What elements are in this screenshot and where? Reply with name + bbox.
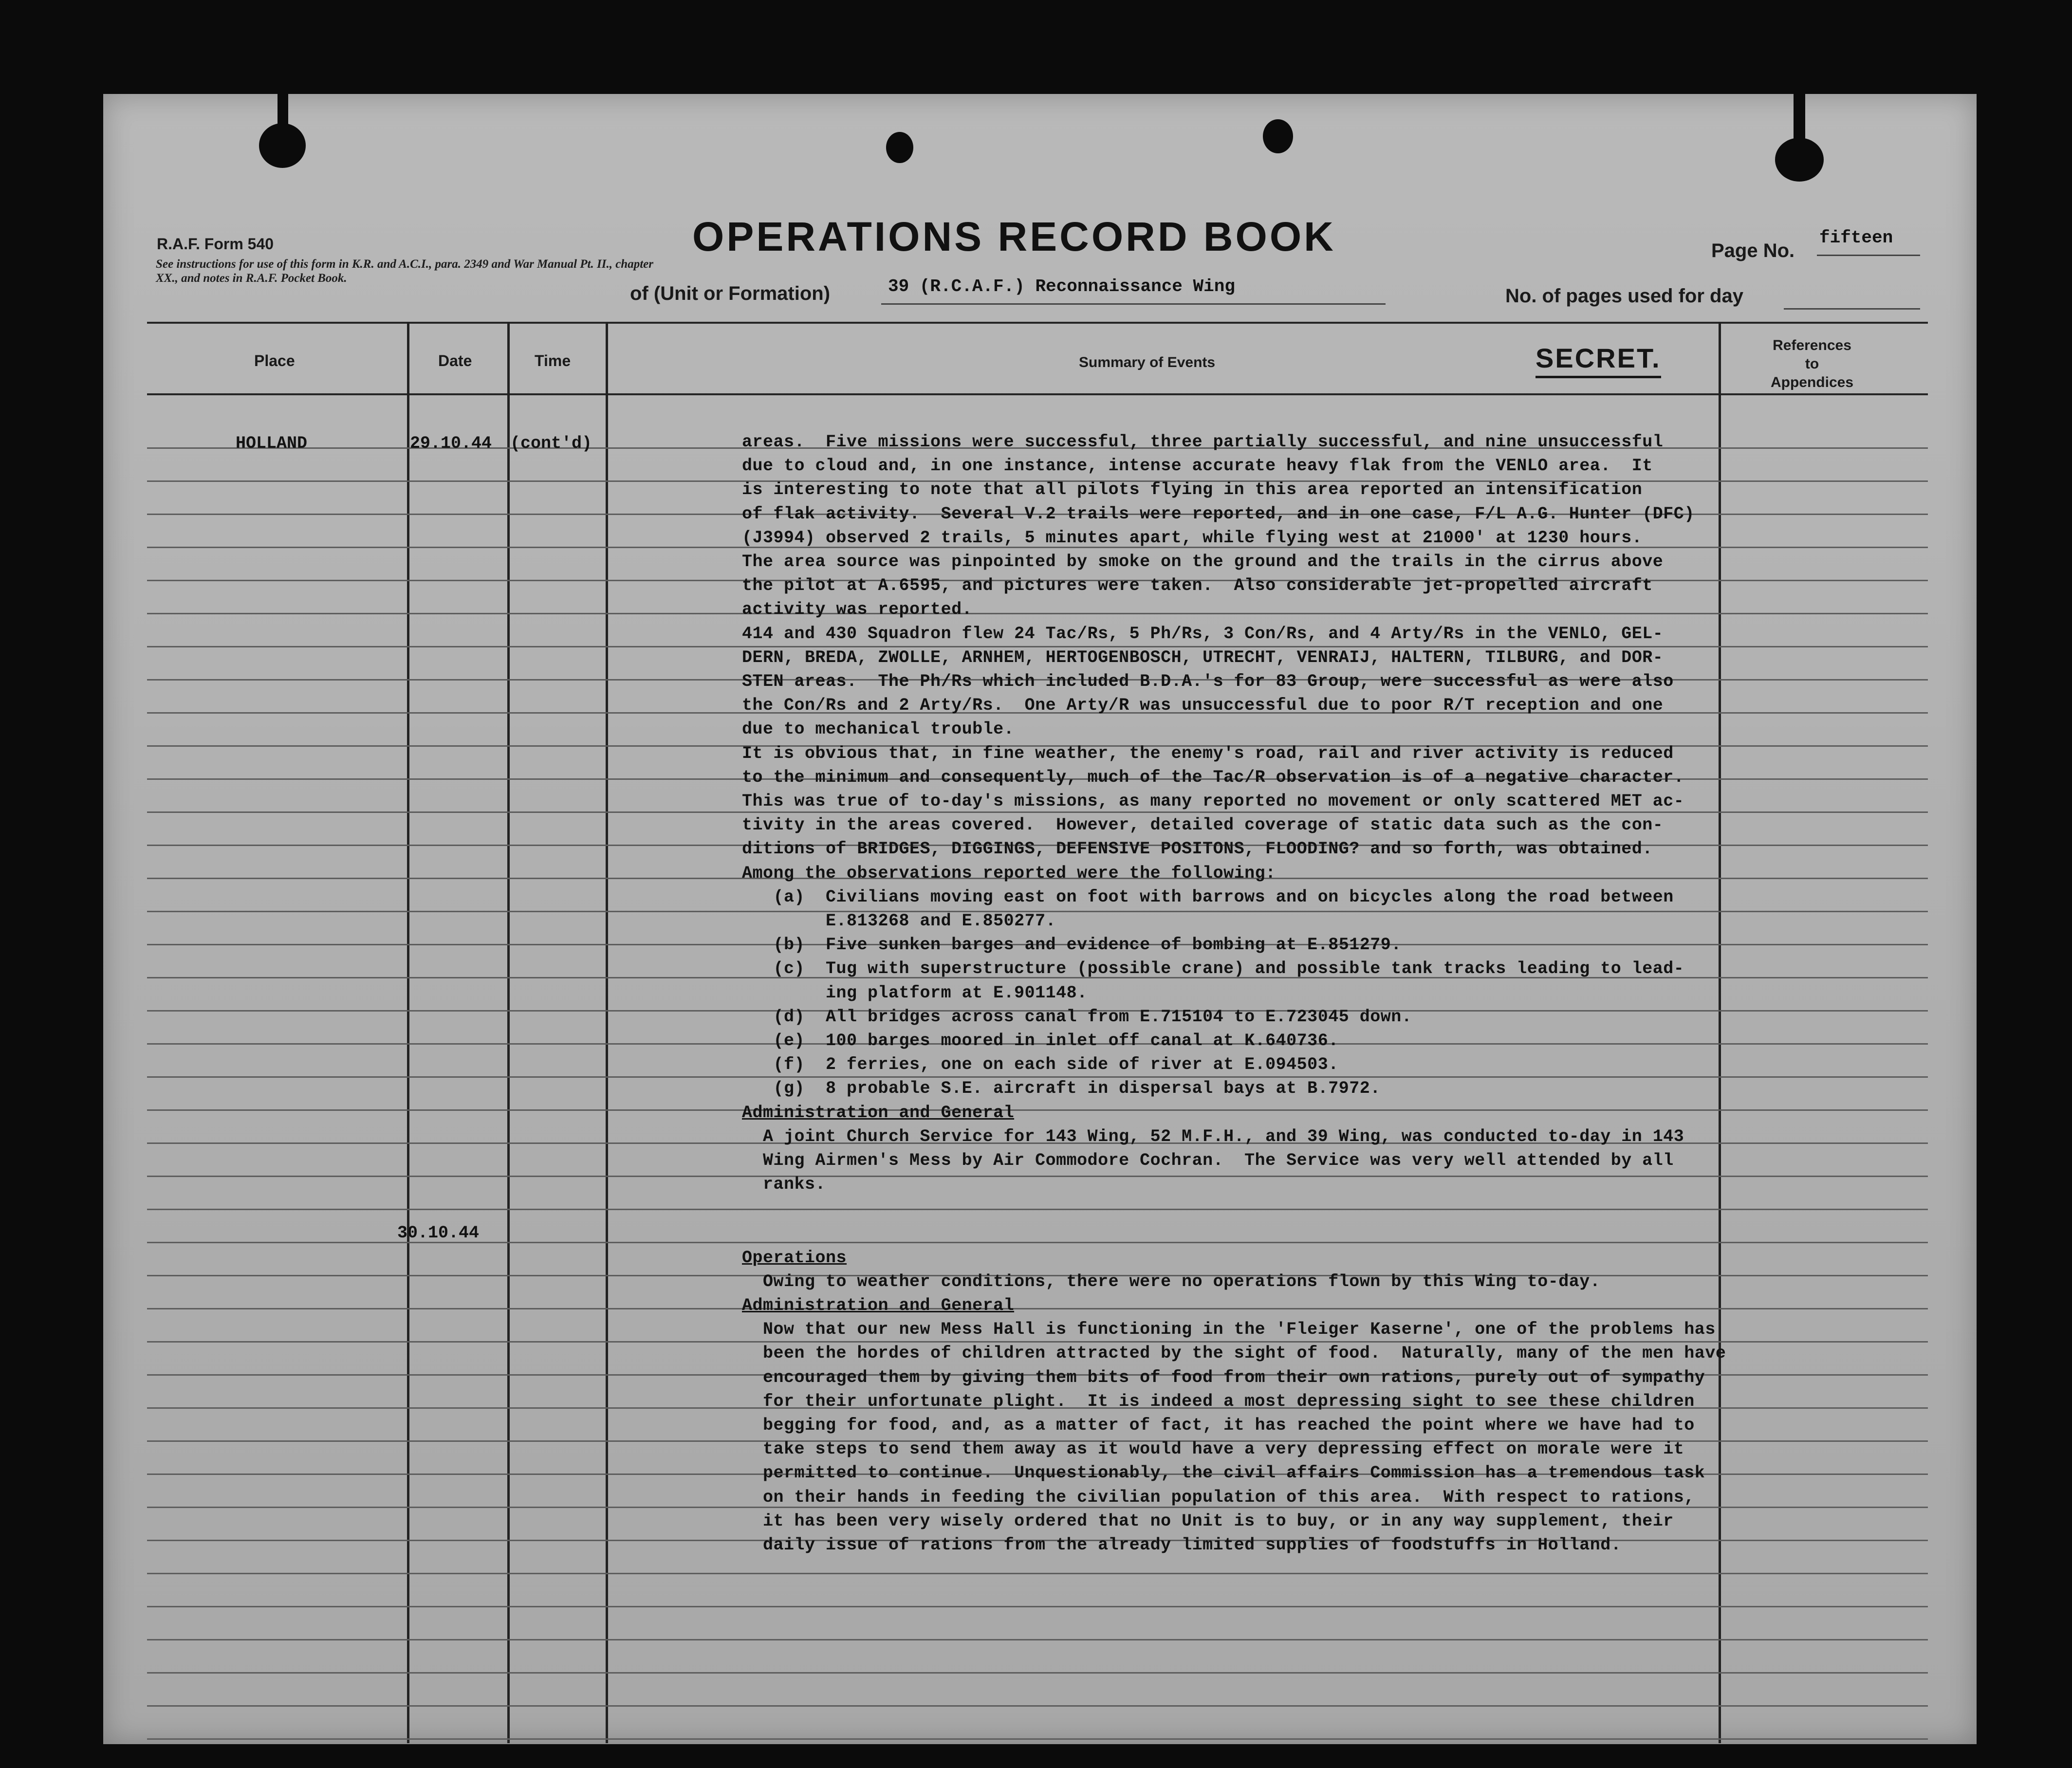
summary-line: This was true of to-day's missions, as many reported no movement or only scattered MET ac- [742,792,1684,811]
ruled-line [147,646,1928,647]
summary-line: STEN areas. The Ph/Rs which included B.D.A.'s for 83 Group, were successful as were also [742,672,1674,691]
summary-line: permitted to continue. Unquestionably, the civil affairs Commission has a tremendous task [742,1463,1705,1483]
summary-line: activity was reported. [742,600,973,620]
summary-line: encouraged them by giving them bits of food from their own rations, purely out of sympathy [742,1367,1705,1387]
column-header-time: Time [535,352,571,369]
entry-time-1: (cont'd) [510,434,592,453]
punch-hole [1263,119,1293,153]
column-divider [1719,322,1721,1743]
summary-line: (e) 100 barges moored in inlet off canal at K.640736. [742,1031,1339,1050]
ruled-line [147,1573,1928,1574]
summary-line: daily issue of rations from the already limited supplies of foodstuffs in Holland. [742,1535,1622,1555]
summary-line: (g) 8 probable S.E. aircraft in dispersal bays at B.7972. [742,1079,1381,1099]
unit-line [881,303,1386,305]
column-divider [407,322,409,1743]
punch-hole [259,123,306,168]
summary-line: it has been very wisely ordered that no Unit is to buy, or in any way supplement, their [742,1511,1674,1531]
column-header-summary: Summary of Events [1079,354,1216,370]
summary-line: It is obvious that, in fine weather, the enemy's road, rail and river activity is reduced [742,743,1674,763]
page-number-line [1817,255,1920,256]
summary-line: ranks. [742,1175,826,1195]
summary-line: tivity in the areas covered. However, detailed coverage of static data such as the con- [742,815,1664,835]
summary-line: ing platform at E.901148. [742,983,1088,1003]
ruled-line [147,1672,1928,1674]
summary-line: Now that our new Mess Hall is functioning in the 'Fleiger Kaserne', one of the problems has [742,1320,1716,1340]
ruled-line [147,1606,1928,1607]
table-top-rule [147,322,1928,324]
pages-used-label: No. of pages used for day [1505,285,1743,307]
ruled-line [147,1738,1928,1740]
summary-line: areas. Five missions were successful, three partially successful, and nine unsuccessful [742,432,1664,452]
section-heading: Administration and General [742,1103,1015,1123]
summary-line: for their unfortunate plight. It is indeed a most depressing sight to see these children [742,1391,1695,1411]
ruled-line [147,1639,1928,1640]
summary-line: (f) 2 ferries, one on each side of river at E.094503. [742,1055,1339,1075]
summary-line: due to mechanical trouble. [742,719,1015,739]
column-header-references: References to Appendices [1770,337,1854,390]
form-number: R.A.F. Form 540 [157,235,274,253]
ruled-line [147,1308,1928,1309]
summary-line: Owing to weather conditions, there were no operations flown by this Wing to-day. [742,1271,1601,1291]
column-divider [507,322,510,1743]
unit-label: of (Unit or Formation) [630,283,831,304]
ruled-line [147,1341,1928,1343]
ruled-line [147,1209,1928,1210]
entry-date-1: 29.10.44 [410,434,492,453]
ruled-line [147,1109,1928,1111]
summary-line: E.813268 and E.850277. [742,911,1056,931]
summary-line: take steps to send them away as it would have a very depressing effect on morale were it [742,1439,1684,1459]
header-bottom-rule [147,393,1928,395]
summary-line: Among the observations reported were the following: [742,863,1276,883]
summary-line: (c) Tug with superstructure (possible crane) and possible tank tracks leading to lead- [742,959,1684,979]
unit-value: 39 (R.C.A.F.) Reconnaissance Wing [888,276,1235,296]
page-number-value: fifteen [1819,228,1893,248]
page-title: OPERATIONS RECORD BOOK [692,214,1336,259]
summary-line: (a) Civilians moving east on foot with barrows and on bicycles along the road between [742,887,1674,907]
form-instructions: See instructions for use of this form in K.R. and A.C.I., para. 2349 and War Manual Pt. II., chapter XX., and notes in R.A.F. Pocket Book. [156,258,653,285]
record-page [103,94,1977,1744]
summary-line: of flak activity. Several V.2 trails were reported, and in one case, F/L A.G. Hunter (DFC) [742,504,1695,524]
summary-line: ditions of BRIDGES, DIGGINGS, DEFENSIVE POSITONS, FLOODING? and so forth, was obtained. [742,839,1653,859]
ruled-line [147,1705,1928,1707]
column-divider [606,322,608,1743]
column-header-place: Place [254,352,295,369]
summary-line: The area source was pinpointed by smoke on the ground and the trails in the cirrus above [742,552,1664,571]
summary-line: is interesting to note that all pilots flying in this area reported an intensification [742,480,1643,500]
summary-line: DERN, BREDA, ZWOLLE, ARNHEM, HERTOGENBOSCH, UTRECHT, VENRAIJ, HALTERN, TILBURG, and DOR- [742,647,1664,667]
ruled-line [147,1076,1928,1078]
punch-tear [278,89,288,128]
section-heading: Operations [742,1248,847,1268]
punch-hole [886,132,913,163]
summary-line: Wing Airmen's Mess by Air Commodore Cochran. The Service was very well attended by all [742,1151,1674,1170]
summary-line: the Con/Rs and 2 Arty/Rs. One Arty/R was unsuccessful due to poor R/T reception and one [742,696,1664,716]
summary-line: the pilot at A.6595, and pictures were taken. Also considerable jet-propelled aircraft [742,576,1653,596]
ruled-line [147,1176,1928,1177]
summary-line: due to cloud and, in one instance, intense accurate heavy flak from the VENLO area. It [742,456,1653,476]
summary-line: (b) Five sunken barges and evidence of bombing at E.851279. [742,935,1402,955]
entry-date-2: 30.10.44 [397,1223,480,1243]
secret-stamp: SECRET. [1536,342,1661,378]
summary-line: to the minimum and consequently, much of the Tac/R observation is of a negative character. [742,767,1684,787]
pages-used-line [1784,308,1920,310]
page-number-label: Page No. [1711,240,1795,261]
summary-line: on their hands in feeding the civilian population of this area. With respect to rations, [742,1487,1695,1507]
summary-line: A joint Church Service for 143 Wing, 52 M.F.H., and 39 Wing, was conducted to-day in 143 [742,1126,1684,1146]
summary-line: been the hordes of children attracted by the sight of food. Naturally, many of the men have [742,1344,1726,1363]
column-header-date: Date [438,352,472,369]
punch-tear [1794,89,1805,143]
summary-line: (d) All bridges across canal from E.715104 to E.723045 down. [742,1007,1412,1027]
entry-place: HOLLAND [236,434,308,453]
ruled-line [147,613,1928,614]
summary-line: 414 and 430 Squadron flew 24 Tac/Rs, 5 Ph/Rs, 3 Con/Rs, and 4 Arty/Rs in the VENLO, GEL- [742,624,1664,644]
summary-line: begging for food, and, as a matter of fact, it has reached the point where we have had to [742,1416,1695,1435]
summary-line: (J3994) observed 2 trails, 5 minutes apart, while flying west at 21000' at 1230 hours. [742,528,1643,548]
ruled-line [147,811,1928,813]
punch-hole [1775,138,1824,182]
section-heading: Administration and General [742,1296,1015,1315]
